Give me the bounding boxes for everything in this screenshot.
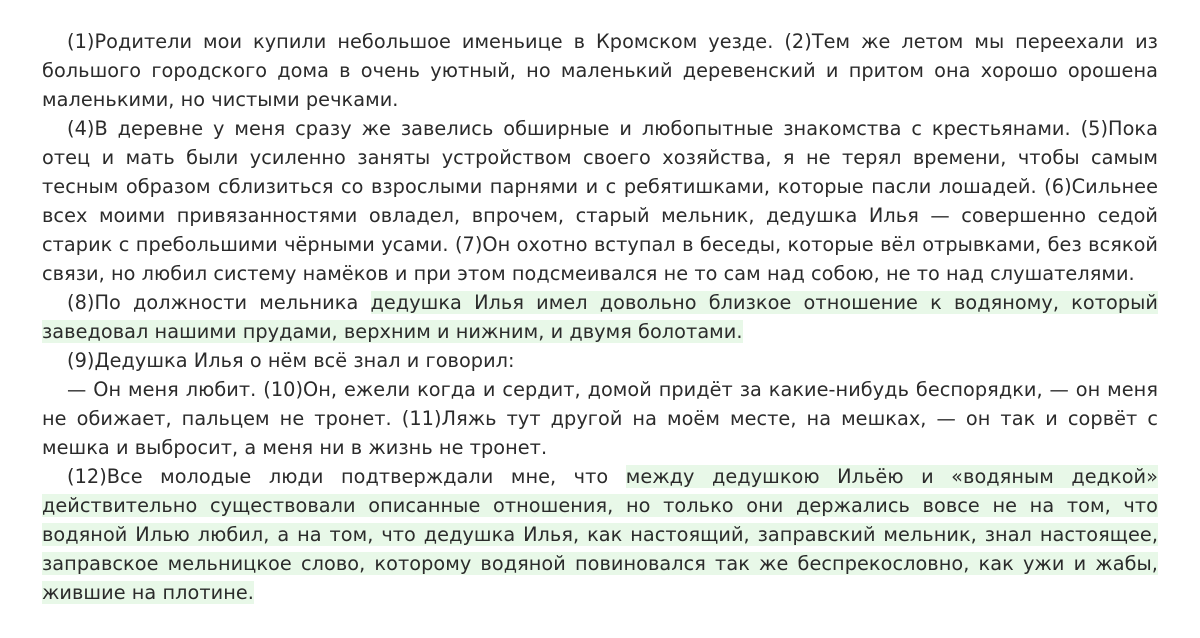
paragraph-5: [42, 375, 1158, 462]
paragraph-1-text: (1)Родители мои купили небольшое именьице в Кромском уезде. (2)Тем же летом мы переехали из большого городского дома в очень уютный, но маленький деревенский и притом она хорошо орошена маленькими, но чистыми речками.: [42, 30, 1158, 111]
paragraph-1: [42, 27, 1158, 114]
paragraph-2-text: (4)В деревне у меня сразу же завелись обширные и любопытные знакомства с крестьянами. (5)Пока отец и мать были усиленно заняты устройством своего хозяйства, я не терял времени, чтобы самым тесным образом сблизиться со взрослыми парнями и с ребятишками, которые пасли лошадей. (6)Сильнее всех моими привязанностями овладел, впрочем, старый мельник, дедушка Илья — совершенно седой старик с пребольшими чёрными усами. (7)Он охотно вступал в беседы, которые вёл отрывками, без всякой связи, но любил систему намёков и при этом подсмеивался не то сам над собою, не то над слушателями.: [42, 117, 1158, 285]
paragraph-4: [42, 346, 1158, 375]
paragraph-2: [42, 114, 1158, 288]
text-body: [42, 27, 1158, 607]
paragraph-4-text: (9)Дедушка Илья о нём всё знал и говорил:: [67, 349, 515, 372]
paragraph-5-text: — Он меня любит. (10)Он, ежели когда и сердит, домой придёт за какие-нибудь беспорядки, — он меня не обижает, пальцем не тронет. (11)Ляжь тут другой на моём месте, на мешках, — он так и сорвёт с мешка и выбросит, а меня ни в жизнь не тронет.: [42, 378, 1158, 459]
paragraph-6: [42, 462, 1158, 607]
paragraph-6-highlight: между дедушкою Ильёю и «водяным дедкой» действительно существовали описанные отношения, но только они держались вовсе не на том, что водяной Илью любил, а на том, что дедушка Илья, как настоящий, заправский мельник, знал настоящее, заправское мельницкое слово, которому водяной повиновался так же беспрекословно, как ужи и жабы, жившие на плотине.: [42, 465, 1158, 604]
paragraph-3: [42, 288, 1158, 346]
paragraph-3-highlight: дедушка Илья имел довольно близкое отношение к водяному, который заведовал нашими прудами, верхним и нижним, и двумя болотами.: [42, 291, 1158, 343]
paragraph-3-text: (8)По должности мельника: [67, 291, 371, 314]
paragraph-6-text: (12)Все молодые люди подтверждали мне, что: [67, 465, 626, 488]
